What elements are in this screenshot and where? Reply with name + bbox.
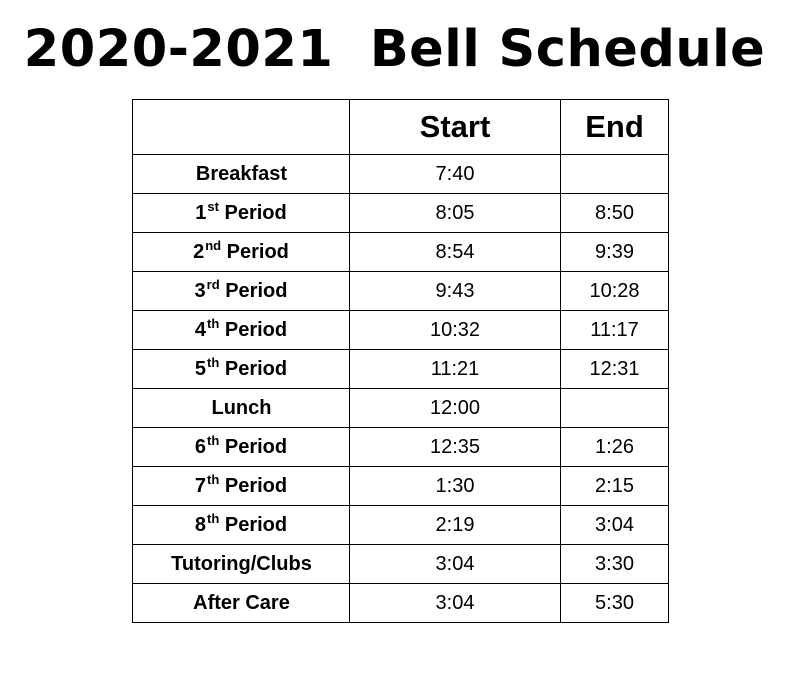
period-number: 3 (194, 279, 206, 302)
start-time: 11:21 (350, 350, 561, 389)
period-name: Period (219, 318, 288, 341)
table-row (133, 350, 669, 389)
row-label (133, 233, 350, 272)
period-ordinal-suffix: th (207, 471, 220, 487)
table-row (133, 545, 669, 584)
end-time: 3:04 (561, 506, 669, 545)
column-header-period (133, 100, 350, 155)
start-time: 12:00 (350, 389, 561, 428)
table-row (133, 194, 669, 233)
end-time: 8:50 (561, 194, 669, 233)
table-row (133, 155, 669, 194)
end-time (561, 155, 669, 194)
table-header-row (133, 100, 669, 155)
row-label (133, 311, 350, 350)
page-title: 2020-2021 Bell Schedule (23, 20, 766, 79)
end-time: 5:30 (561, 584, 669, 623)
period-ordinal-suffix: th (207, 354, 220, 370)
end-time: 12:31 (561, 350, 669, 389)
period-name: Period (219, 474, 288, 497)
start-time: 7:40 (350, 155, 561, 194)
end-time: 3:30 (561, 545, 669, 584)
period-number: 8 (194, 513, 207, 536)
table-row (133, 467, 669, 506)
row-label (133, 155, 350, 194)
period-name: Period (221, 240, 289, 263)
table-row (133, 389, 669, 428)
period-ordinal-suffix: th (207, 432, 220, 448)
column-header-start: Start (350, 100, 561, 155)
period-number: 1 (195, 201, 207, 224)
row-label (133, 389, 350, 428)
period-number: 2 (193, 240, 205, 263)
row-label (133, 428, 350, 467)
row-label (133, 194, 350, 233)
period-number: 5 (194, 357, 207, 380)
table-row (133, 428, 669, 467)
table-row (133, 272, 669, 311)
period-number: 6 (194, 435, 207, 458)
row-label (133, 506, 350, 545)
start-time: 9:43 (350, 272, 561, 311)
row-label (133, 467, 350, 506)
period-name: Period (218, 201, 287, 224)
end-time: 9:39 (561, 233, 669, 272)
table-row (133, 506, 669, 545)
period-ordinal-suffix: nd (205, 237, 222, 253)
end-time: 1:26 (561, 428, 669, 467)
period-name: Tutoring/Clubs (171, 552, 312, 575)
period-ordinal-suffix: rd (206, 276, 220, 292)
row-label (133, 350, 350, 389)
start-time: 2:19 (350, 506, 561, 545)
end-time: 10:28 (561, 272, 669, 311)
end-time: 2:15 (561, 467, 669, 506)
row-label (133, 272, 350, 311)
start-time: 3:04 (350, 584, 561, 623)
period-name: After Care (193, 591, 290, 614)
period-name: Period (219, 357, 288, 380)
start-time: 10:32 (350, 311, 561, 350)
table-row (133, 584, 669, 623)
start-time: 1:30 (350, 467, 561, 506)
start-time: 12:35 (350, 428, 561, 467)
start-time: 8:05 (350, 194, 561, 233)
period-name: Breakfast (195, 162, 288, 185)
row-label (133, 584, 350, 623)
period-name: Period (219, 279, 288, 302)
period-ordinal-suffix: st (207, 198, 219, 214)
end-time (561, 389, 669, 428)
period-number: 7 (194, 474, 207, 497)
period-number: 4 (194, 318, 207, 341)
row-label (133, 545, 350, 584)
period-name: Period (219, 435, 288, 458)
period-name: Period (219, 513, 288, 536)
start-time: 3:04 (350, 545, 561, 584)
period-ordinal-suffix: th (207, 510, 220, 526)
table-row (133, 233, 669, 272)
bell-schedule-table (132, 99, 669, 623)
column-header-end: End (561, 100, 669, 155)
table-row (133, 311, 669, 350)
end-time: 11:17 (561, 311, 669, 350)
start-time: 8:54 (350, 233, 561, 272)
period-name: Lunch (211, 396, 272, 419)
period-ordinal-suffix: th (207, 315, 220, 331)
